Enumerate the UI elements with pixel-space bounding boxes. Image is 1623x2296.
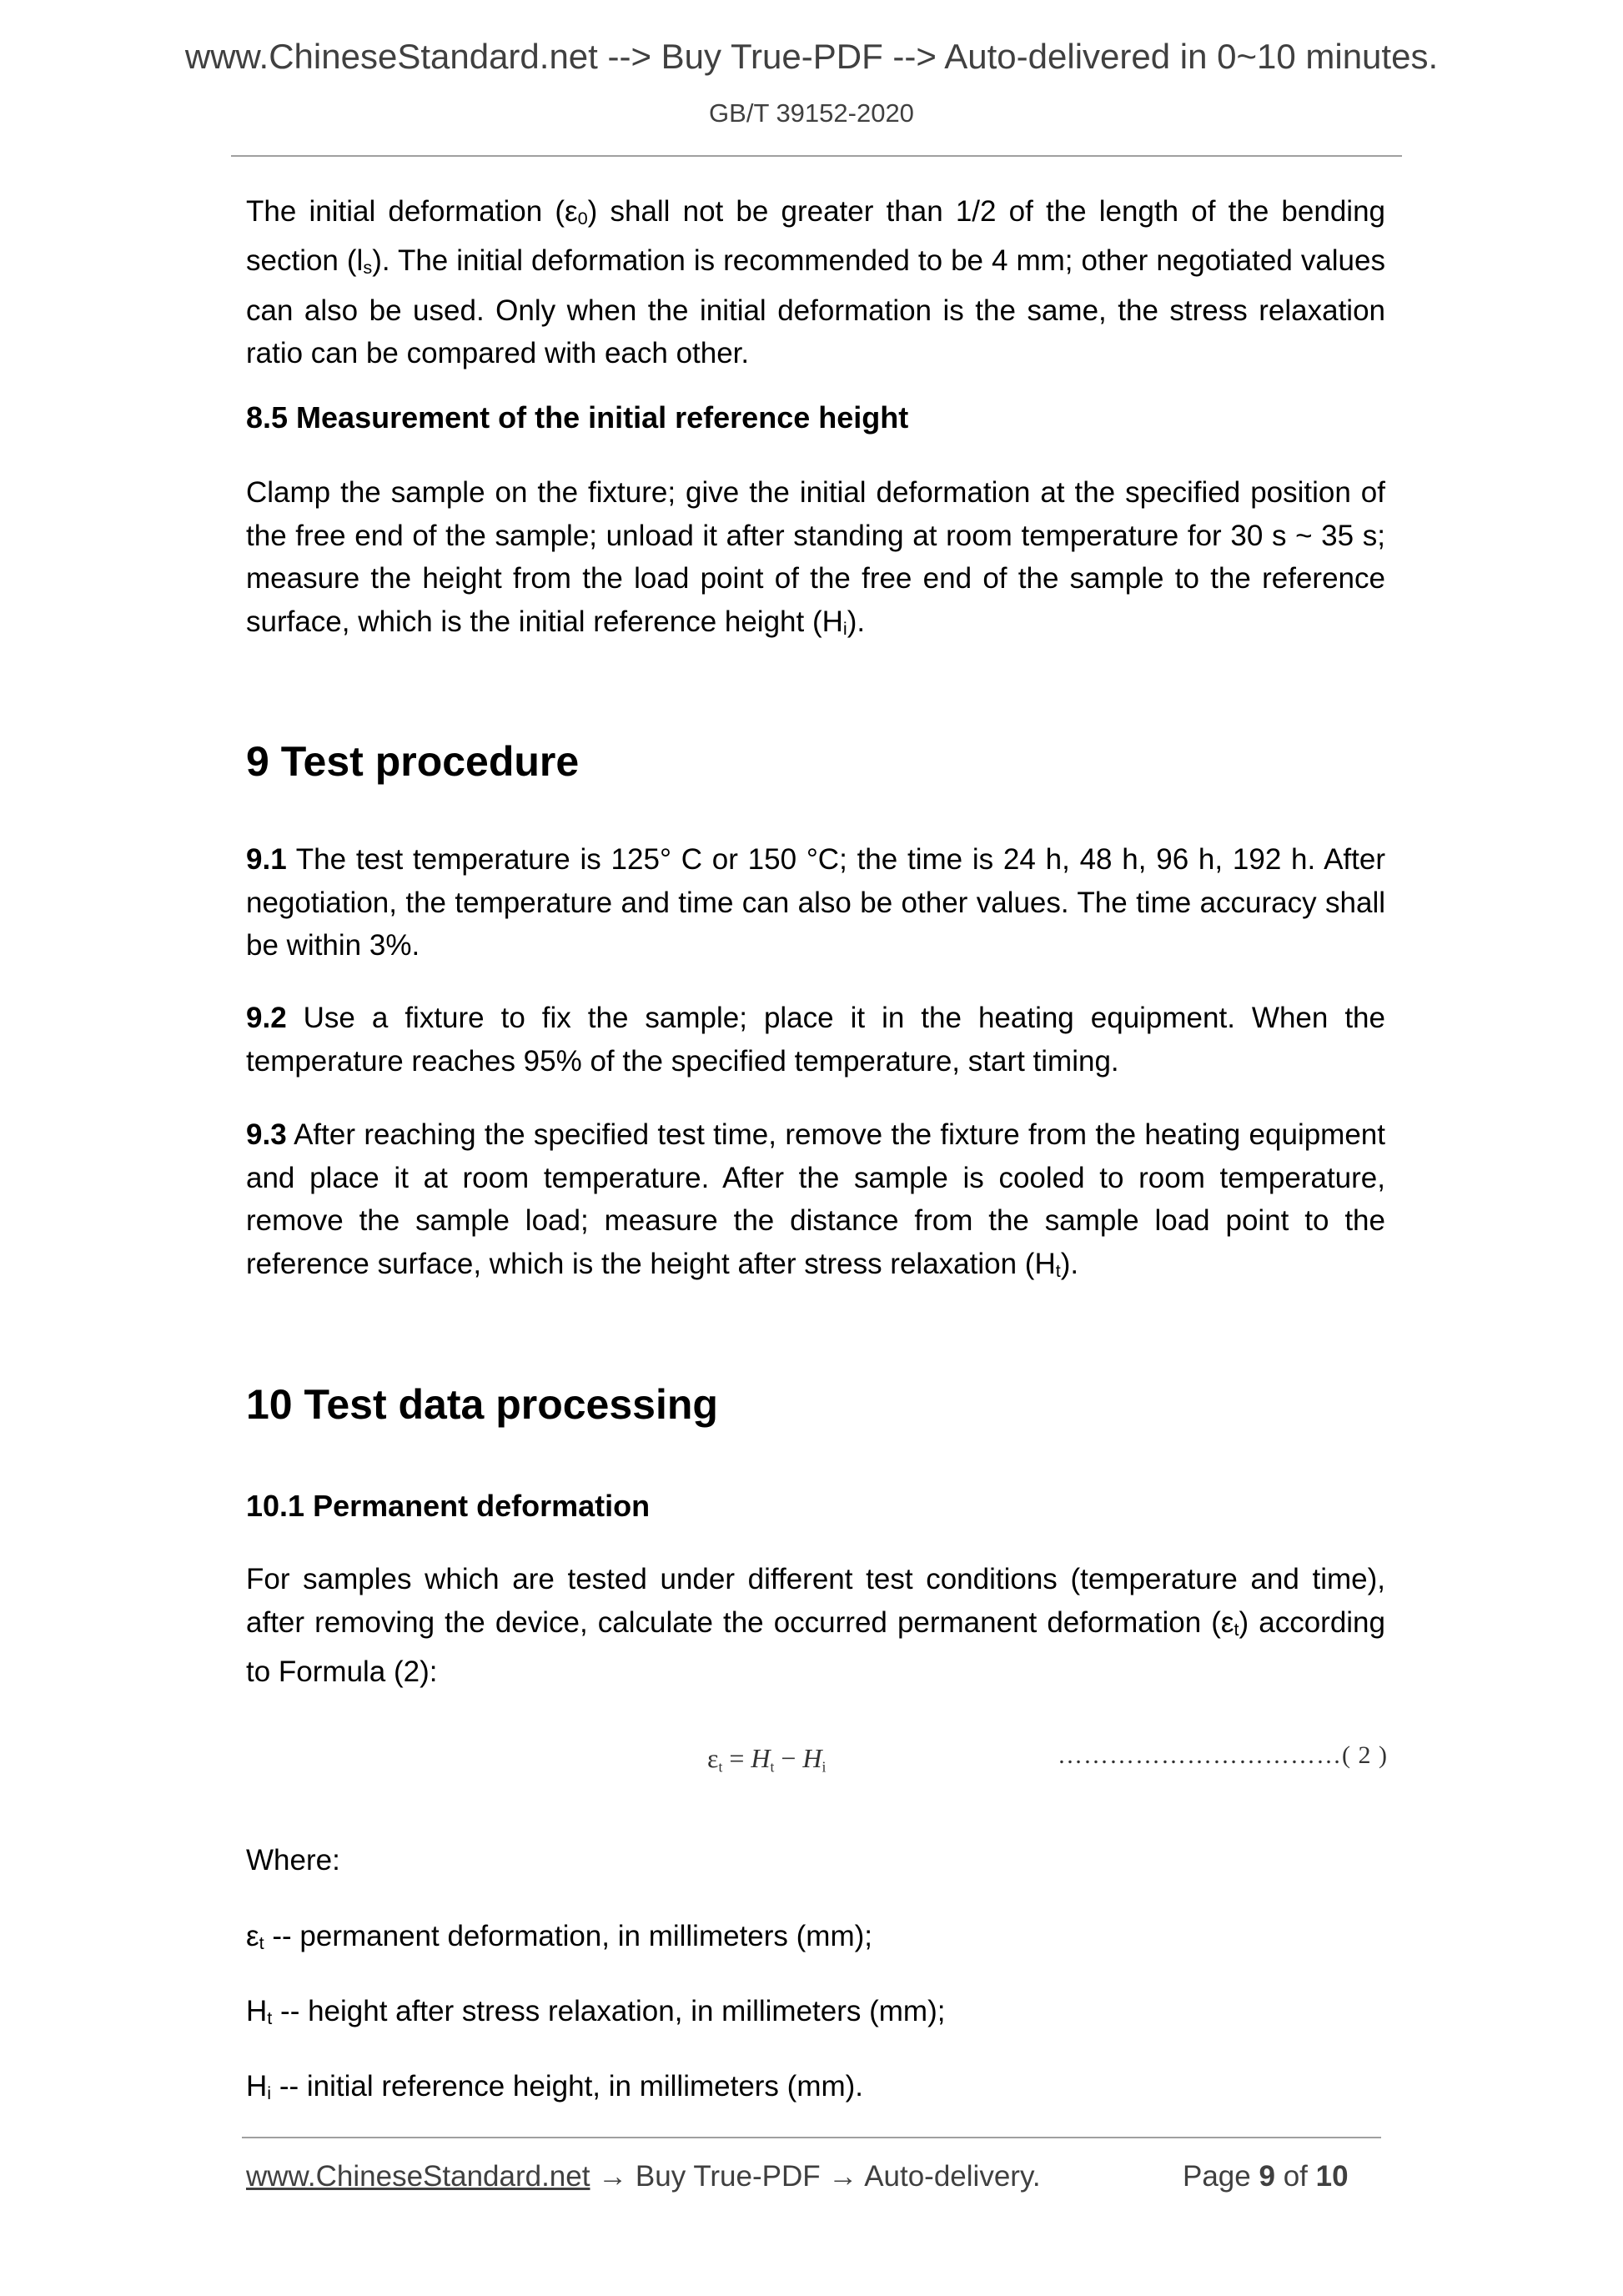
subscript: s — [363, 257, 373, 279]
text: ). The initial deformation is recommended to be 4 mm; other negotiated values can also be used. Only when the initial deformation is the same, the stress relaxation ratio can be compared with each other. — [246, 244, 1385, 370]
arrow-right-icon: → — [590, 2160, 636, 2193]
clause-9-3 — [246, 1113, 1385, 1292]
buy-text: Buy True-PDF — [635, 2160, 821, 2193]
subscript: i — [267, 2082, 272, 2103]
formula-symbol: H — [802, 1743, 822, 1773]
text: -- height after stress relaxation, in millimeters (mm); — [272, 1995, 946, 2027]
page-label: Page — [1183, 2160, 1251, 2193]
clause-number: 9.2 — [246, 1002, 287, 1034]
text: ) according to Formula (2): — [246, 1605, 1385, 1688]
where-label: Where: — [246, 1844, 340, 1876]
formula-symbol: H — [751, 1743, 771, 1773]
symbol: H — [246, 1995, 268, 2027]
operator: = — [722, 1743, 751, 1773]
symbol: H — [246, 2070, 268, 2103]
formula-2 — [707, 1743, 826, 1776]
section-10-heading: 10 Test data processing — [246, 1381, 718, 1428]
subscript: t — [267, 2007, 273, 2028]
definition-h-t — [246, 1990, 1385, 2039]
definition-epsilon-t — [246, 1915, 1385, 1964]
arrow-right-icon: → — [820, 2160, 865, 2193]
subscript: t — [1055, 1259, 1061, 1281]
page-indicator — [1183, 2160, 1349, 2193]
clause-9-2 — [246, 997, 1385, 1083]
clause-9-1 — [246, 838, 1385, 967]
page-number: 9 — [1259, 2160, 1275, 2193]
delivery-text: Auto-delivery. — [864, 2160, 1041, 2193]
top-banner: www.ChineseStandard.net --> Buy True-PDF --> Auto-delivered in 0~10 minutes. — [184, 37, 1439, 76]
operator: − — [774, 1743, 803, 1773]
text: After reaching the specified test time, remove the fixture from the heating equipment and place it at room temperature. After the sample is cooled to room temperature, remove the sample load; measure the distance from the sample load point to the reference surface, which is the height after stress relaxation (H — [246, 1118, 1385, 1280]
subscript: t — [1234, 1618, 1239, 1640]
text: -- permanent deformation, in millimeters (mm); — [264, 1920, 872, 1952]
text: The test temperature is 125° C or 150 °C; the time is 24 h, 48 h, 96 h, 192 h. After negotiation, the temperature and time can also be other values. The time accuracy shall be within 3%. — [246, 843, 1385, 962]
of-label: of — [1283, 2160, 1308, 2193]
subscript: i — [842, 617, 847, 639]
section-9-heading: 9 Test procedure — [246, 738, 580, 785]
text: ). — [1060, 1247, 1079, 1280]
text: -- initial reference height, in millimeters (mm). — [271, 2070, 864, 2103]
subscript: i — [822, 1758, 827, 1776]
page-total: 10 — [1315, 2160, 1349, 2193]
subscript: t — [770, 1758, 775, 1776]
text: Clamp the sample on the fixture; give the initial deformation at the specified position of the free end of the sample; unload it after standing at room temperature for 30 s ~ 35 s; measure the height from the load point of the free end of the sample to the reference surface, which is the initial reference height (H — [246, 476, 1385, 638]
definition-h-i — [246, 2065, 1385, 2114]
clause-number: 9.3 — [246, 1118, 287, 1151]
formula-symbol: ε — [707, 1743, 719, 1773]
equation-number: ……………………………( 2 ) — [1058, 1741, 1388, 1769]
intro-paragraph — [246, 190, 1385, 375]
section-10-1-heading: 10.1 Permanent deformation — [246, 1489, 651, 1523]
standard-code: GB/T 39152-2020 — [709, 98, 914, 128]
text: Use a fixture to fix the sample; place it in the heating equipment. When the temperature reaches 95% of the specified temperature, start timing. — [246, 1002, 1385, 1078]
subscript: t — [718, 1758, 723, 1776]
section-8-5-heading: 8.5 Measurement of the initial reference height — [246, 400, 909, 435]
header-divider — [231, 155, 1402, 157]
text: ). — [847, 605, 866, 638]
subscript: 0 — [577, 207, 588, 229]
text: The initial deformation (ε — [246, 195, 578, 228]
section-10-1-text — [246, 1558, 1385, 1693]
subscript: t — [259, 1932, 264, 1953]
text: ) shall not be greater than 1/2 of the length of the bending section (l — [246, 195, 1385, 278]
site-link[interactable]: www.ChineseStandard.net — [246, 2160, 590, 2193]
text: For samples which are tested under different test conditions (temperature and time), after removing the device, calculate the occurred permanent deformation (ε — [246, 1563, 1385, 1639]
section-8-5-text — [246, 471, 1385, 650]
symbol: ε — [246, 1920, 259, 1952]
footer-left — [246, 2160, 1041, 2193]
footer-divider — [242, 2137, 1381, 2138]
clause-number: 9.1 — [246, 843, 287, 876]
